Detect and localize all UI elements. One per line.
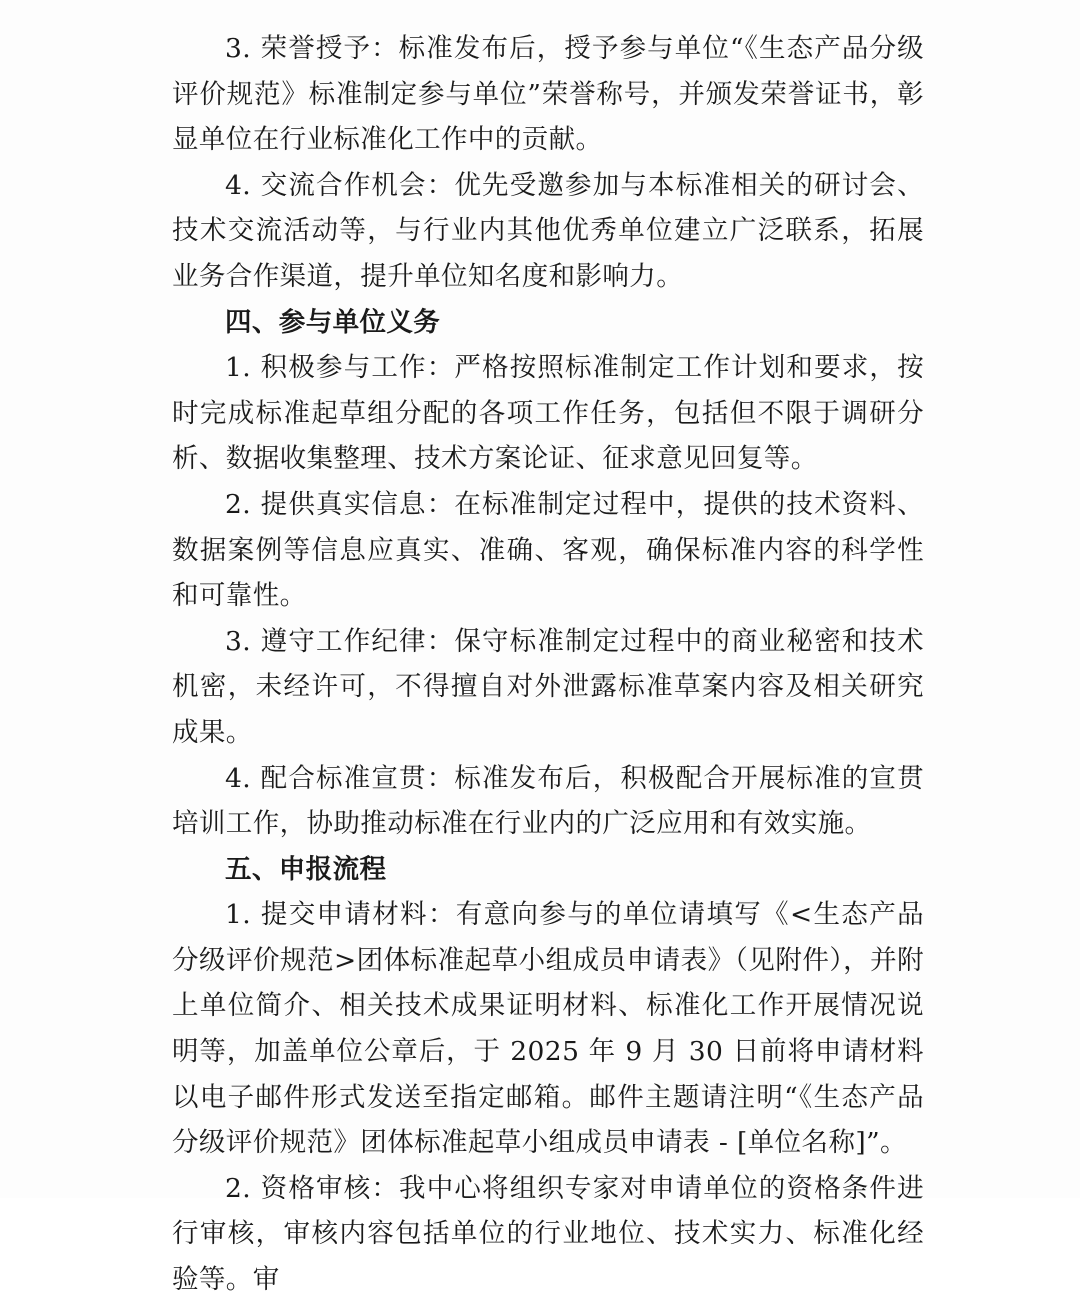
paragraph-active-participation: 1. 积极参与工作：严格按照标准制定工作计划和要求，按时完成标准起草组分配的各项工作任务，包括但不限于调研分析、数据收集整理、技术方案论证、征求意见回复等。 [172, 352, 924, 475]
document-body [172, 26, 924, 1303]
paragraph-true-information: 2. 提供真实信息：在标准制定过程中，提供的技术资料、数据案例等信息应真实、准确、客观，确保标准内容的科学性和可靠性。 [172, 488, 924, 612]
paragraph-standard-promotion: 4. 配合标准宣贯：标准发布后，积极配合开展标准的宣贯培训工作，协助推动标准在行业内的广泛应用和有效实施。 [172, 762, 924, 840]
paragraph-work-discipline: 3. 遵守工作纪律：保守标准制定过程中的商业秘密和技术机密，未经许可，不得擅自对外泄露标准草案内容及相关研究成果。 [172, 625, 924, 748]
paragraph-exchange-cooperation: 4. 交流合作机会：优先受邀参加与本标准相关的研讨会、技术交流活动等，与行业内其他优秀单位建立广泛联系，拓展业务合作渠道，提升单位知名度和影响力。 [172, 169, 924, 292]
paragraph-honor-award: 3. 荣誉授予：标准发布后，授予参与单位“《生态产品分级评价规范》标准制定参与单位”荣誉称号，并颁发荣誉证书，彰显单位在行业标准化工作中的贡献。 [172, 33, 924, 156]
paragraph-submit-materials: 1. 提交申请材料：有意向参与的单位请填写《<生态产品分级评价规范>团体标准起草小组成员申请表》（见附件），并附上单位简介、相关技术成果证明材料、标准化工作开展情况说明等，加盖单位公章后，于 2025 年 9 月 30 日前将申请材料以电子邮件形式发送至指定邮箱。邮件主题请注明“《生态产品分级评价规范》团体标准起草小组成员申请表 - [单位名称]”。 [172, 899, 924, 1159]
section-heading-obligations: 四、参与单位义务 [225, 306, 441, 338]
section-heading-application-process: 五、申报流程 [225, 853, 387, 885]
paragraph-qualification-review: 2. 资格审核：我中心将组织专家对申请单位的资格条件进行审核，审核内容包括单位的行业地位、技术实力、标准化经验等。审 [172, 1172, 924, 1296]
